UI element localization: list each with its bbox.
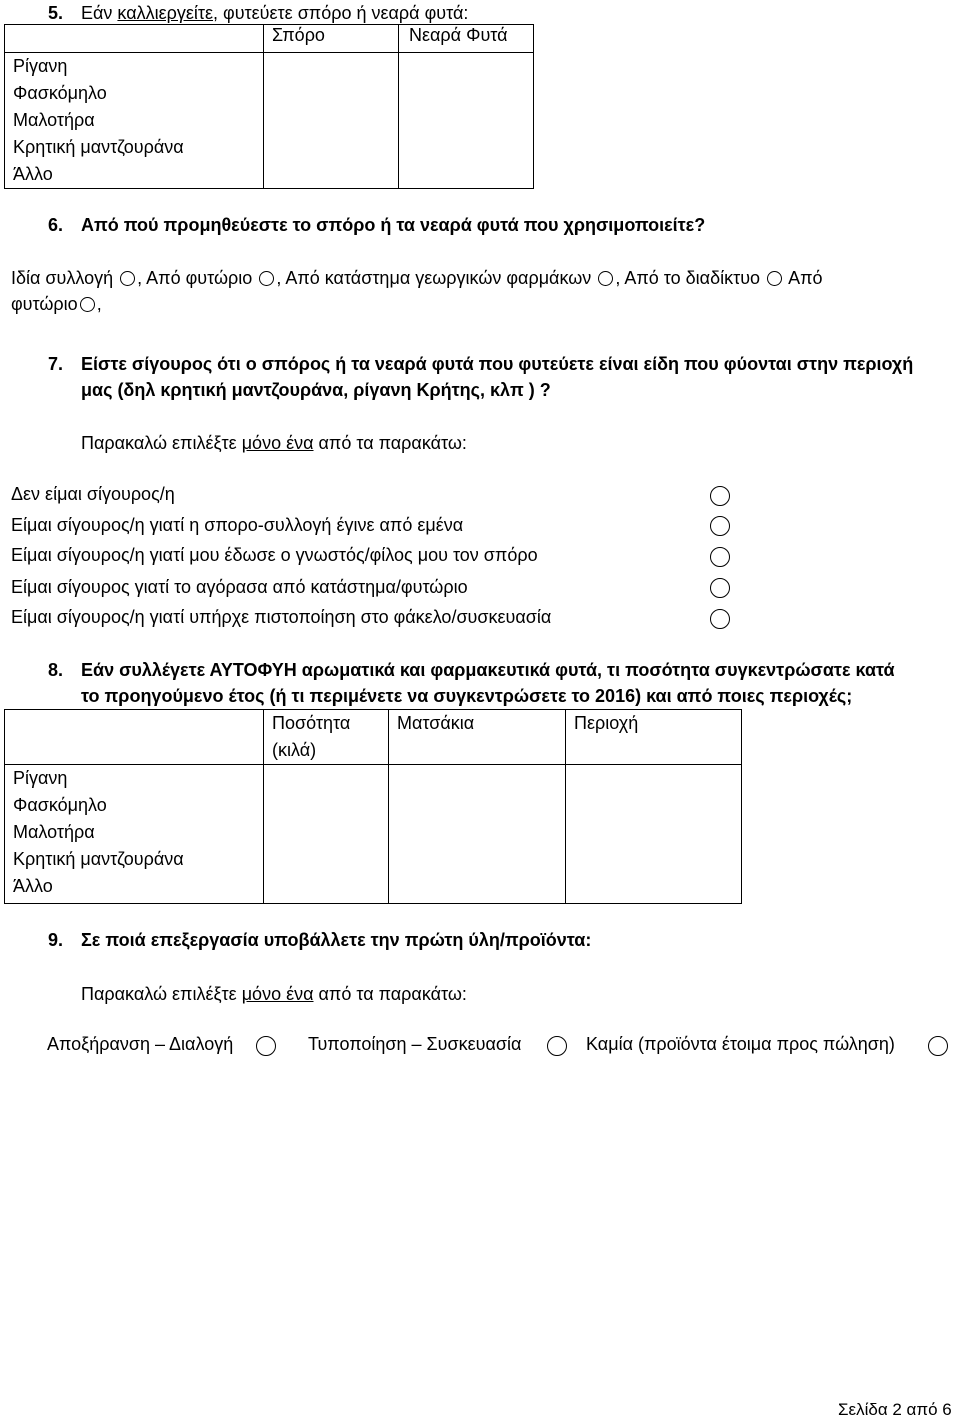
q6-options-line2: φυτώριο ,: [11, 294, 102, 314]
instr-underlined: μόνο ένα: [241, 984, 314, 1004]
q7-option: Είμαι σίγουρος/η γιατί υπήρχε πιστοποίηση στο φάκελο/συσκευασία: [11, 607, 552, 627]
plant-name: Φασκόμηλο: [13, 795, 107, 815]
q5-text-before: Εάν: [81, 3, 118, 23]
q9-option: Τυποποίηση – Συσκευασία: [308, 1034, 522, 1054]
q9-question: Σε ποιά επεξεργασία υποβάλλετε την πρώτη ύλη/προϊόντα:: [81, 930, 592, 950]
q9-instruction: [81, 984, 467, 1005]
q5-text-underlined: καλλιεργείτε: [117, 3, 214, 23]
table-row: [5, 53, 534, 189]
area-answer-cell[interactable]: [566, 765, 742, 904]
q6-option-label: Από φυτώριο: [146, 268, 253, 288]
header-seed: Σπόρο: [264, 25, 399, 53]
radio-circle-icon[interactable]: [710, 486, 730, 506]
radio-circle-icon[interactable]: [767, 271, 782, 286]
q6-option-label-end: φυτώριο: [11, 294, 78, 314]
page-number: Σελίδα 2 από 6: [838, 1400, 952, 1419]
q7-number: 7.: [48, 354, 64, 374]
seed-answer-cell[interactable]: [264, 53, 399, 189]
plant-name: Ρίγανη: [13, 768, 68, 788]
plant-name: Άλλο: [13, 164, 53, 184]
plant-name: Μαλοτήρα: [13, 822, 95, 842]
radio-circle-icon[interactable]: [80, 297, 95, 312]
header-blank: [5, 710, 264, 765]
radio-circle-icon[interactable]: [598, 271, 613, 286]
q8-number: 8.: [48, 660, 64, 680]
q7-option: Είμαι σίγουρος/η γιατί η σπορο-συλλογή έγινε από εμένα: [11, 515, 464, 535]
header-quantity-label: Ποσότητα: [272, 713, 351, 733]
instr-text: από τα παρακάτω:: [313, 433, 467, 453]
plant-name: Κρητική μαντζουράνα: [13, 849, 184, 869]
q8-table: [4, 709, 742, 904]
radio-circle-icon[interactable]: [547, 1036, 567, 1056]
header-quantity: [264, 710, 389, 765]
plant-name: Άλλο: [13, 876, 53, 896]
radio-circle-icon[interactable]: [256, 1036, 276, 1056]
plant-name: Μαλοτήρα: [13, 110, 95, 130]
q5-table: [4, 24, 534, 189]
plant-name: Κρητική μαντζουράνα: [13, 137, 184, 157]
quantity-answer-cell[interactable]: [264, 765, 389, 904]
header-bunches: Ματσάκια: [389, 710, 566, 765]
plant-name: Ρίγανη: [13, 56, 68, 76]
header-area: Περιοχή: [566, 710, 742, 765]
q5-text-after: , φυτεύετε σπόρο ή νεαρά φυτά:: [213, 3, 469, 23]
bunches-answer-cell[interactable]: [389, 765, 566, 904]
seedlings-answer-cell[interactable]: [399, 53, 534, 189]
q7-line1: Είστε σίγουρος ότι ο σπόρος ή τα νεαρά φυτά που φυτεύετε είναι είδη που φύονται στην περιοχή: [81, 354, 914, 374]
instr-text: Παρακαλώ επιλέξτε: [81, 984, 242, 1004]
radio-circle-icon[interactable]: [710, 547, 730, 567]
radio-circle-icon[interactable]: [710, 578, 730, 598]
q9-option: Καμία (προϊόντα έτοιμα προς πώληση): [586, 1034, 895, 1054]
radio-circle-icon[interactable]: [120, 271, 135, 286]
q6-option-label: Ιδία συλλογή: [11, 268, 114, 288]
q8-line2: το προηγούμενο έτος (ή τι περιμένετε να συγκεντρώσετε το 2016) και από ποιες περιοχές;: [81, 686, 853, 706]
q5-plant-list: [5, 53, 264, 189]
header-seedlings: Νεαρά Φυτά: [399, 25, 534, 53]
radio-circle-icon[interactable]: [710, 609, 730, 629]
q6-number: 6.: [48, 215, 64, 235]
header-blank: [5, 25, 264, 53]
q6-question: Από πού προμηθεύεστε το σπόρο ή τα νεαρά φυτά που χρησιμοποιείτε?: [81, 215, 706, 235]
q5-question: [81, 3, 468, 24]
q7-line2: μας (δηλ κρητική μαντζουράνα, ρίγανη Κρήτης, κλπ ) ?: [81, 380, 551, 400]
q5-number: 5.: [48, 3, 64, 23]
q6-options-line1: Ιδία συλλογή , Από φυτώριο , Από κατάστημα γεωργικών φαρμάκων , Από το διαδίκτυο Από: [11, 268, 823, 288]
q7-option: Δεν είμαι σίγουρος/η: [11, 484, 175, 504]
q7-option: Είμαι σίγουρος γιατί το αγόρασα από κατάστημα/φυτώριο: [11, 577, 468, 597]
q7-option: Είμαι σίγουρος/η γιατί μου έδωσε ο γνωστός/φίλος μου τον σπόρο: [11, 545, 538, 565]
q6-option-label-start: Από: [788, 268, 823, 288]
plant-name: Φασκόμηλο: [13, 83, 107, 103]
q7-instruction: [81, 433, 467, 454]
q8-plant-list: [5, 765, 264, 904]
instr-text: από τα παρακάτω:: [313, 984, 467, 1004]
q9-number: 9.: [48, 930, 64, 950]
table-row: [5, 765, 742, 904]
q8-line1: Εάν συλλέγετε ΑΥΤΟΦΥΗ αρωματικά και φαρμακευτικά φυτά, τι ποσότητα συγκεντρώσατε κατά: [81, 660, 895, 680]
q9-option: Αποξήρανση – Διαλογή: [47, 1034, 234, 1054]
radio-circle-icon[interactable]: [710, 516, 730, 536]
header-quantity-unit: (κιλά): [272, 740, 317, 760]
table-header-row: [5, 25, 534, 53]
table-header-row: [5, 710, 742, 765]
q6-option-label: Από το διαδίκτυο: [624, 268, 761, 288]
instr-text: Παρακαλώ επιλέξτε: [81, 433, 242, 453]
q6-option-label: Από κατάστημα γεωργικών φαρμάκων: [285, 268, 592, 288]
radio-circle-icon[interactable]: [259, 271, 274, 286]
instr-underlined: μόνο ένα: [241, 433, 314, 453]
radio-circle-icon[interactable]: [928, 1036, 948, 1056]
